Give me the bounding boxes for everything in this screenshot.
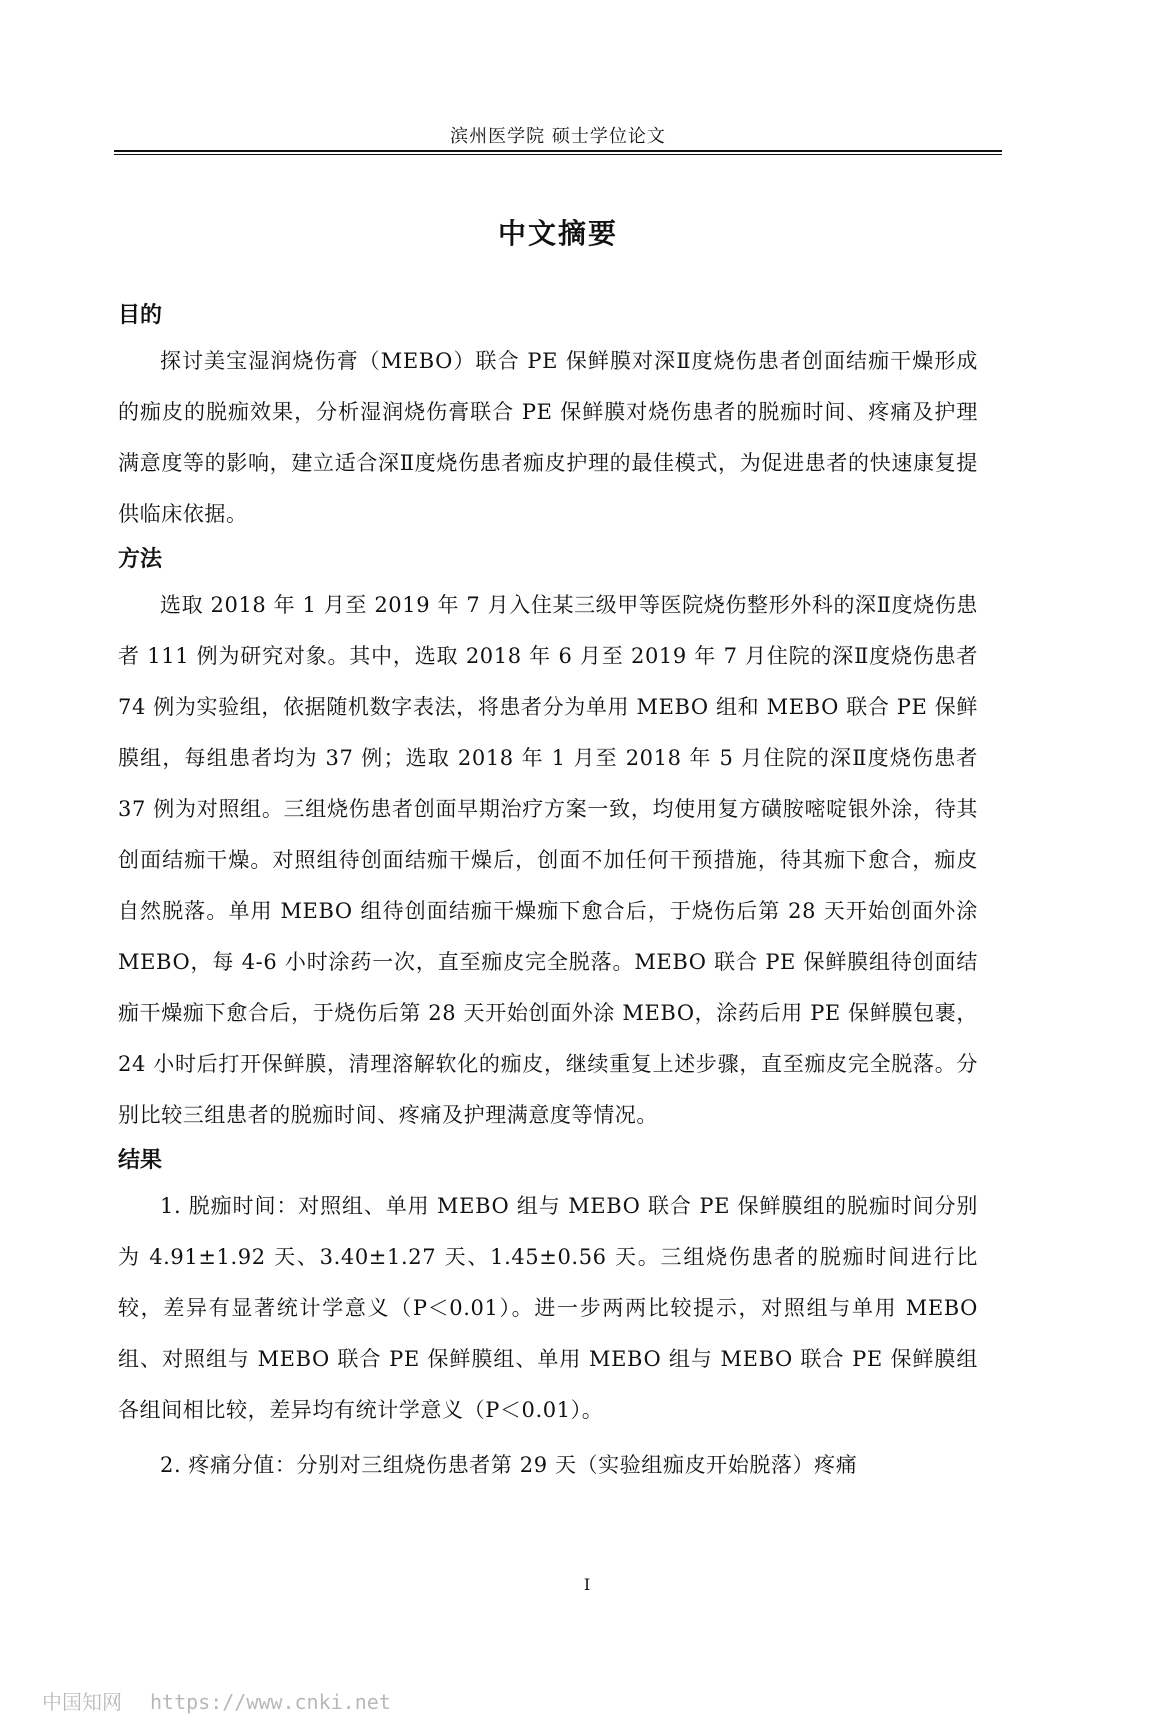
paragraph-results-1: 1. 脱痂时间：对照组、单用 MEBO 组与 MEBO 联合 PE 保鲜膜组的脱痂时间分别为 4.91±1.92 天、3.40±1.27 天、1.45±0.56 天。三组烧伤患者的脱痂时间进行比较，差异有显著统计学意义（P＜0.01）。进一步两两比较提示，对照组与单用 MEBO 组、对照组与 MEBO 联合 PE 保鲜膜组、单用 MEBO 组与 MEBO 联合 PE 保鲜膜组各组间相比较，差异均有统计学意义（P＜0.01）。 <box>118 1194 978 1422</box>
running-header: 滨州医学院 硕士学位论文 <box>450 126 666 147</box>
page-number: I <box>583 1575 591 1594</box>
section-heading-purpose: 目的 <box>118 303 163 328</box>
cnki-watermark <box>42 1686 419 1715</box>
watermark-url: https://www.cnki.net <box>150 1690 391 1714</box>
section-heading-results: 结果 <box>118 1148 163 1173</box>
section-methods <box>118 540 978 1141</box>
watermark-site-name: 中国知网 <box>42 1690 122 1714</box>
section-results <box>118 1141 978 1491</box>
paragraph-methods: 选取 2018 年 1 月至 2019 年 7 月入住某三级甲等医院烧伤整形外科的深Ⅱ度烧伤患者 111 例为研究对象。其中，选取 2018 年 6 月至 2019 年 7 月住院的深Ⅱ度烧伤患者 74 例为实验组，依据随机数字表法，将患者分为单用 MEBO 组和 MEBO 联合 PE 保鲜膜组，每组患者均为 37 例；选取 2018 年 1 月至 2018 年 5 月住院的深Ⅱ度烧伤患者 37 例为对照组。三组烧伤患者创面早期治疗方案一致，均使用复方磺胺嘧啶银外涂，待其创面结痂干燥。对照组待创面结痂干燥后，创面不加任何干预措施，待其痂下愈合，痂皮自然脱落。单用 MEBO 组待创面结痂干燥痂下愈合后，于烧伤后第 28 天开始创面外涂 MEBO，每 4-6 小时涂药一次，直至痂皮完全脱落。MEBO 联合 PE 保鲜膜组待创面结痂干燥痂下愈合后，于烧伤后第 28 天开始创面外涂 MEBO，涂药后用 PE 保鲜膜包裹，24 小时后打开保鲜膜，清理溶解软化的痂皮，继续重复上述步骤，直至痂皮完全脱落。分别比较三组患者的脱痂时间、疼痛及护理满意度等情况。 <box>118 593 978 1127</box>
page-title: 中文摘要 <box>497 217 618 250</box>
paragraph-results-2: 2. 疼痛分值：分别对三组烧伤患者第 29 天（实验组痂皮开始脱落）疼痛 <box>160 1453 858 1477</box>
section-heading-methods: 方法 <box>118 547 163 572</box>
section-purpose <box>118 296 978 540</box>
paragraph-purpose: 探讨美宝湿润烧伤膏（MEBO）联合 PE 保鲜膜对深Ⅱ度烧伤患者创面结痂干燥形成的痂皮的脱痂效果，分析湿润烧伤膏联合 PE 保鲜膜对烧伤患者的脱痂时间、疼痛及护理满意度等的影响，建立适合深Ⅱ度烧伤患者痂皮护理的最佳模式，为促进患者的快速康复提供临床依据。 <box>118 349 978 526</box>
abstract-body <box>118 296 978 1491</box>
header-rule <box>114 150 1002 155</box>
